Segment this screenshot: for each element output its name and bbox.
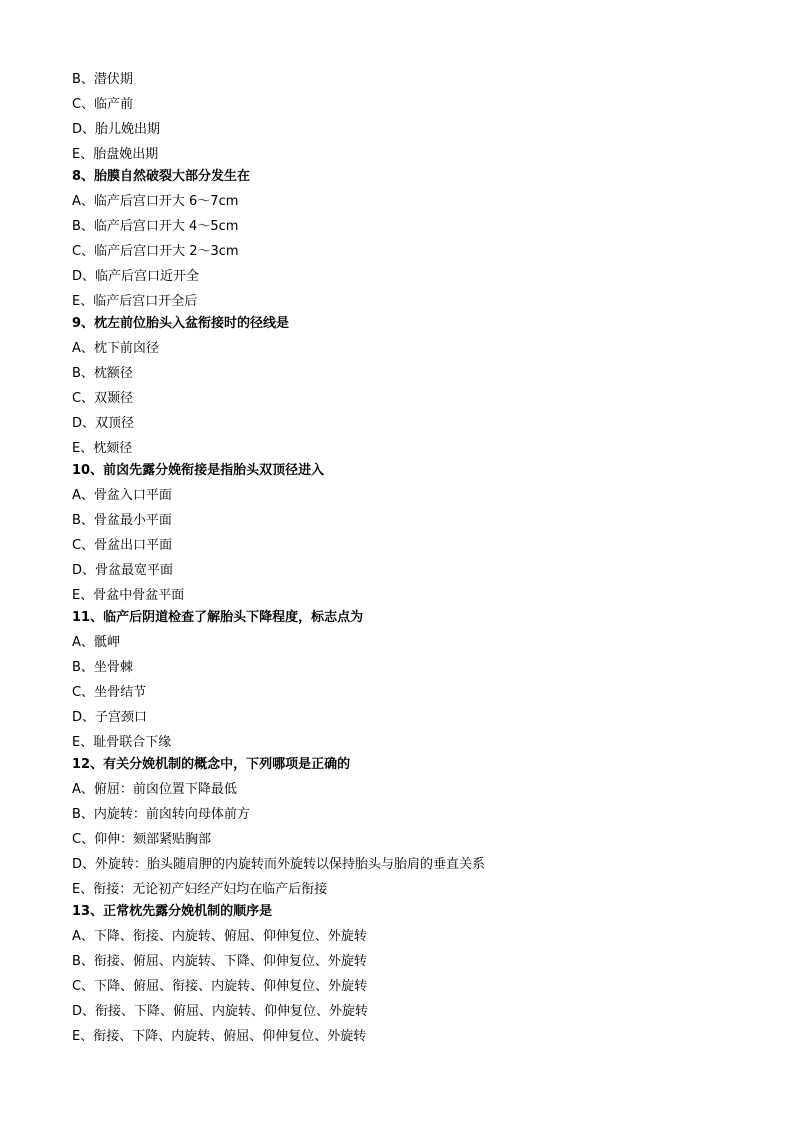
answer-option: B、枕额径 — [72, 366, 133, 381]
question-stem: 9、枕左前位胎头入盆衔接时的径线是 — [72, 316, 290, 331]
answer-option: C、临产前 — [72, 97, 134, 112]
answer-option: D、临产后宫口近开全 — [72, 269, 200, 284]
answer-option: D、子宫颈口 — [72, 710, 148, 725]
answer-option: E、临产后宫口开全后 — [72, 294, 198, 309]
answer-option: D、骨盆最宽平面 — [72, 563, 174, 578]
answer-option: C、下降、俯屈、衔接、内旋转、仰伸复位、外旋转 — [72, 979, 368, 994]
answer-option: A、骨盆入口平面 — [72, 488, 172, 503]
answer-option: D、外旋转：胎头随肩胛的内旋转而外旋转以保持胎头与胎肩的垂直关系 — [72, 857, 486, 872]
answer-option: B、潜伏期 — [72, 72, 133, 87]
answer-option: E、枕颏径 — [72, 441, 133, 456]
question-stem: 12、有关分娩机制的概念中，下列哪项是正确的 — [72, 757, 351, 772]
answer-option: A、下降、衔接、内旋转、俯屈、仰伸复位、外旋转 — [72, 929, 367, 944]
question-stem: 10、前囟先露分娩衔接是指胎头双顶径进入 — [72, 463, 325, 478]
answer-option: A、枕下前囟径 — [72, 341, 159, 356]
answer-option: A、骶岬 — [72, 635, 120, 650]
answer-option: B、内旋转：前囟转向母体前方 — [72, 807, 250, 822]
answer-option: C、骨盆出口平面 — [72, 538, 173, 553]
answer-option: C、临产后宫口开大 2～3cm — [72, 244, 239, 259]
answer-option: D、衔接、下降、俯屈、内旋转、仰伸复位、外旋转 — [72, 1004, 369, 1019]
answer-option: B、骨盆最小平面 — [72, 513, 172, 528]
answer-option: E、骨盆中骨盆平面 — [72, 588, 185, 603]
answer-option: D、胎儿娩出期 — [72, 122, 161, 137]
answer-option: C、仰伸：颏部紧贴胸部 — [72, 832, 212, 847]
question-stem: 11、临产后阴道检查了解胎头下降程度，标志点为 — [72, 610, 364, 625]
answer-option: B、坐骨棘 — [72, 660, 133, 675]
answer-option: C、双颞径 — [72, 391, 134, 406]
answer-option: A、临产后宫口开大 6～7cm — [72, 194, 239, 209]
question-stem: 13、正常枕先露分娩机制的顺序是 — [72, 904, 273, 919]
answer-option: D、双顶径 — [72, 416, 135, 431]
answer-option: C、坐骨结节 — [72, 685, 147, 700]
question-stem: 8、胎膜自然破裂大部分发生在 — [72, 169, 251, 184]
answer-option: E、衔接、下降、内旋转、俯屈、仰伸复位、外旋转 — [72, 1029, 367, 1044]
answer-option: E、耻骨联合下缘 — [72, 735, 172, 750]
answer-option: E、胎盘娩出期 — [72, 147, 159, 162]
answer-option: E、衔接：无论初产妇经产妇均在临产后衔接 — [72, 882, 328, 897]
answer-option: B、临产后宫口开大 4～5cm — [72, 219, 239, 234]
answer-option: A、俯屈：前囟位置下降最低 — [72, 782, 237, 797]
answer-option: B、衔接、俯屈、内旋转、下降、仰伸复位、外旋转 — [72, 954, 367, 969]
